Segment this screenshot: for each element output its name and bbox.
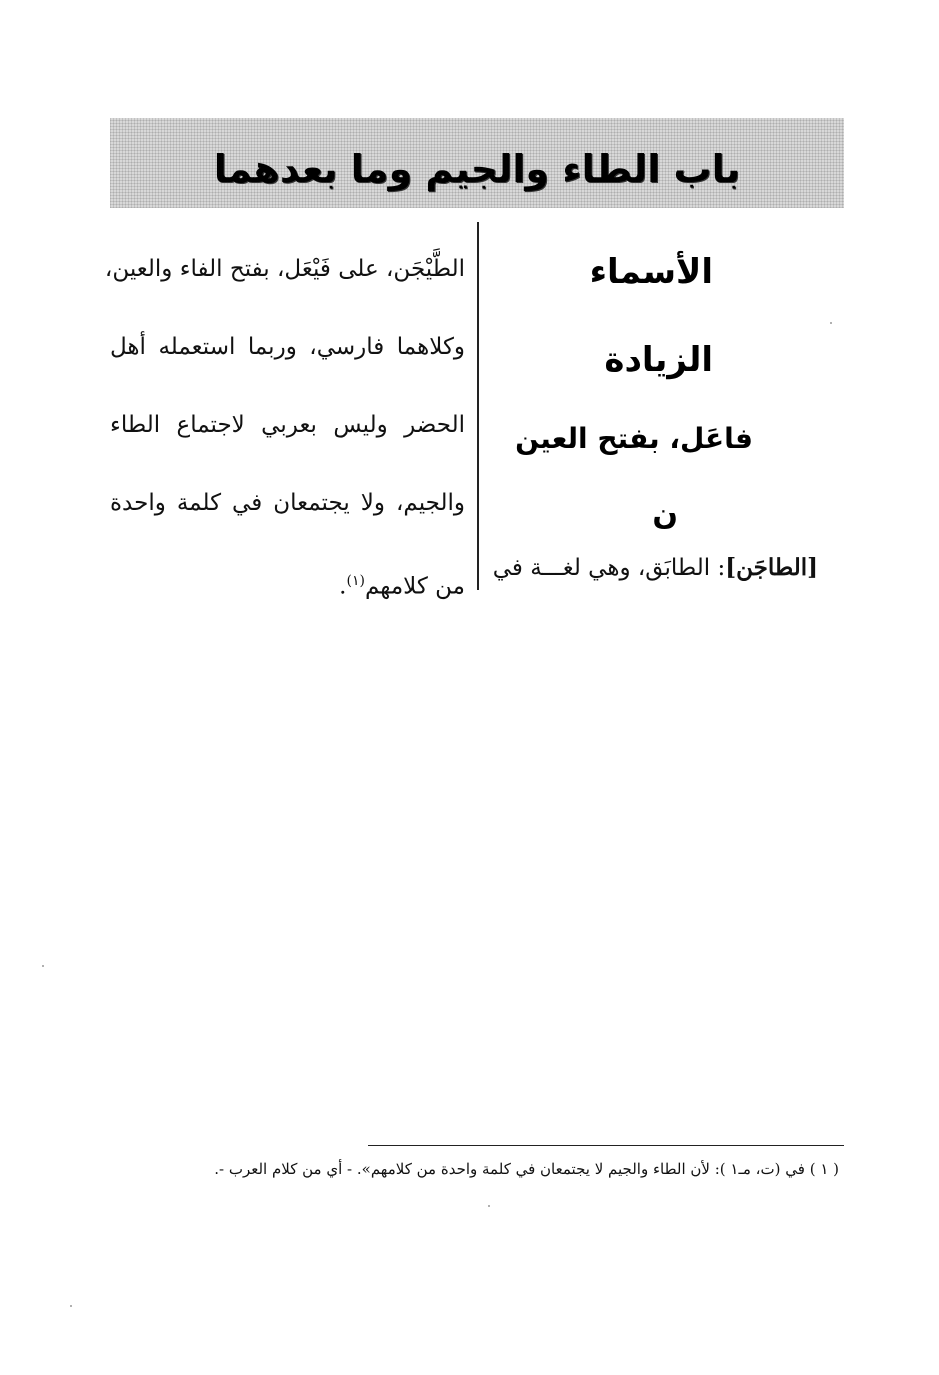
scan-speck <box>70 1305 72 1307</box>
text-line-5-body: من كلامهم <box>364 573 465 600</box>
column-divider <box>477 222 479 590</box>
heading-asmaa: الأسماء <box>589 252 713 292</box>
scan-speck <box>488 1205 490 1207</box>
heading-letter-noon: ن <box>652 497 678 532</box>
chapter-title: باب الطاء والجيم وما بعدهما <box>213 147 741 191</box>
footnote-separator <box>368 1145 844 1146</box>
text-line-1: الطَّيْجَن، على فَيْعَل، بفتح الفاء والعين، <box>104 256 465 282</box>
scan-speck <box>42 965 44 967</box>
scan-speck <box>830 322 832 324</box>
entry-definition-start: : الطابَق، وهي لغـــة في <box>492 555 726 581</box>
footnote-text: ( ١ ) في (ت، مـ١ ): لأن الطاء والجيم لا يجتمعان في كلمة واحدة من كلامهم». - أي من كلام العرب -. <box>214 1160 839 1178</box>
text-line-3: الحضر وليس بعربي لاجتماع الطاء <box>110 412 465 438</box>
right-column <box>488 222 818 592</box>
text-line-4: والجيم، ولا يجتمعان في كلمة واحدة <box>110 490 465 516</box>
heading-ziyada: الزيادة <box>604 340 713 380</box>
entry-headword: [الطاجَن] <box>725 554 818 581</box>
footnote-reference: (١) <box>346 573 365 589</box>
left-column <box>104 230 465 620</box>
entry-tajin <box>493 554 818 581</box>
text-line-5-end: . <box>339 573 347 600</box>
text-line-5 <box>110 542 465 620</box>
heading-fael-pattern: فاعَل، بفتح العين <box>515 422 753 455</box>
chapter-header-band <box>110 118 844 208</box>
text-line-2: وكلاهما فارسي، وربما استعمله أهل <box>110 334 465 360</box>
